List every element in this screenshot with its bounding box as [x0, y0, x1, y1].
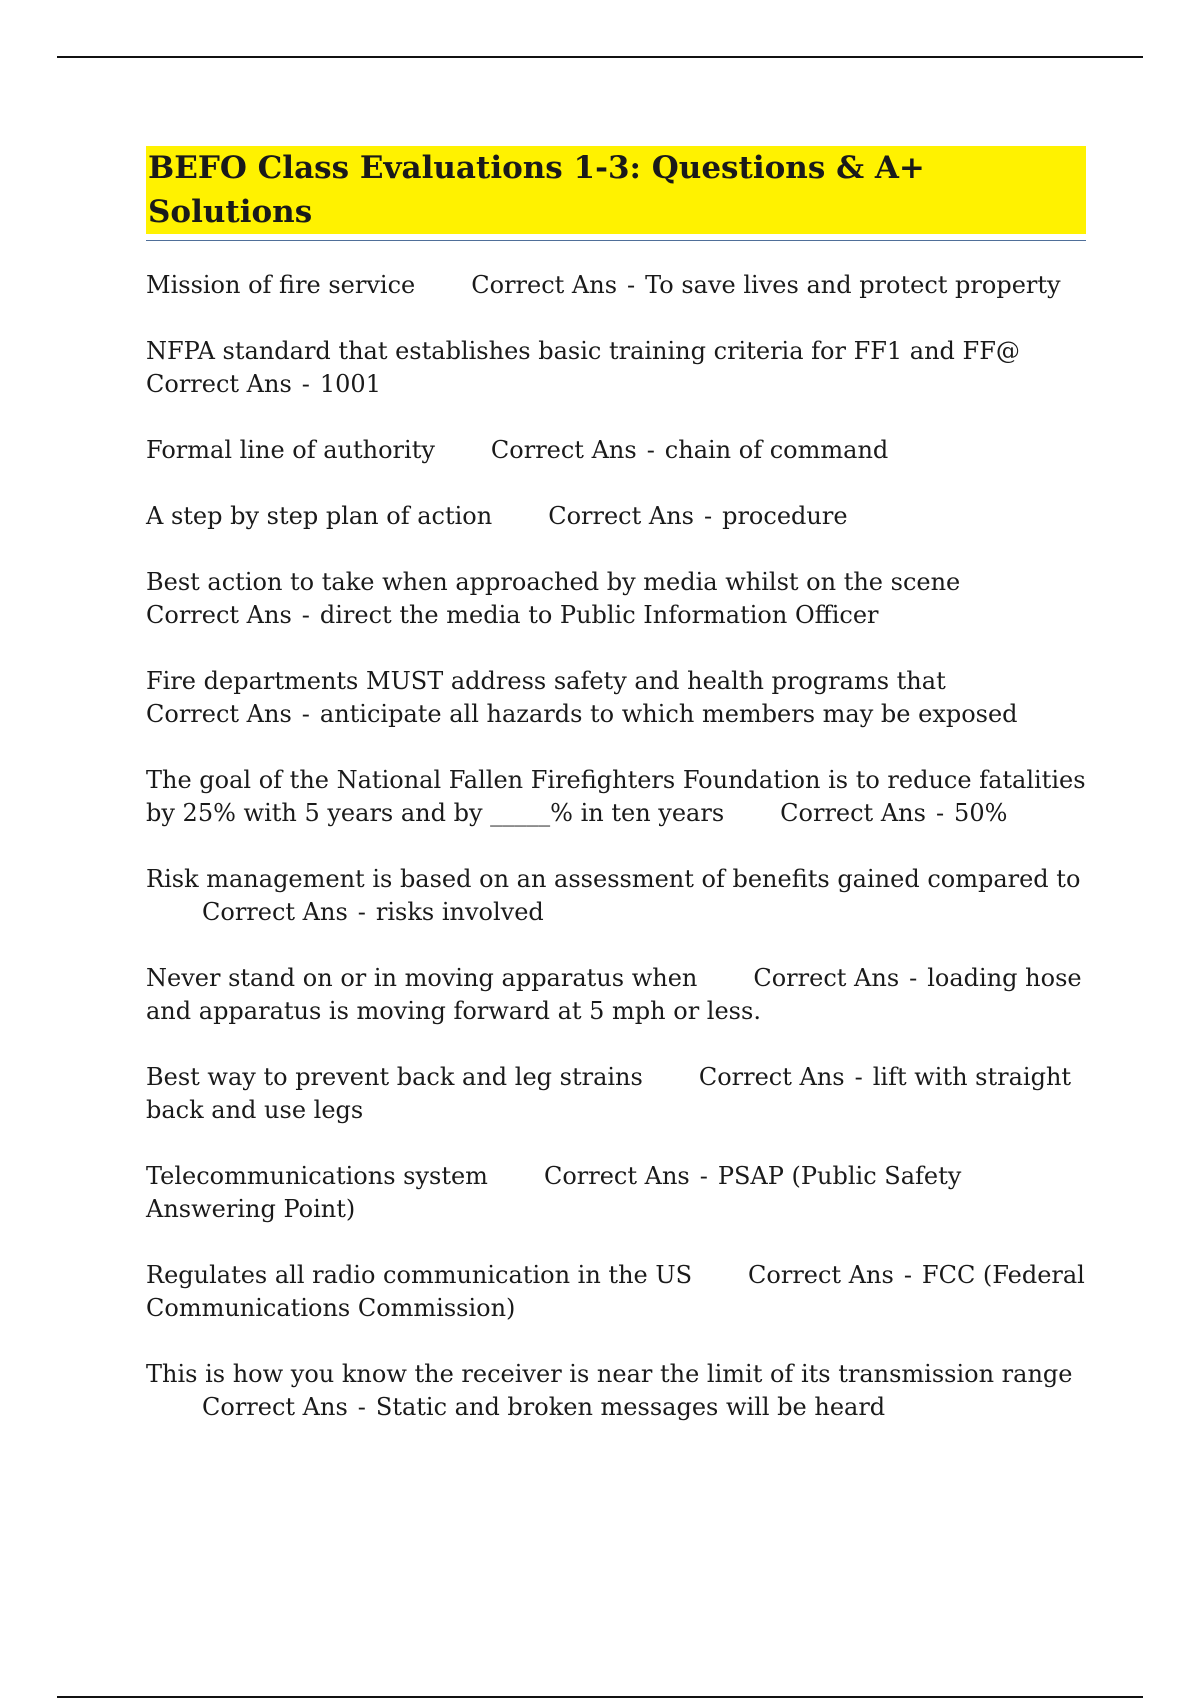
- question-text: Best way to prevent back and leg strains: [146, 1063, 643, 1091]
- document-body: [146, 146, 1086, 1457]
- answer-text: procedure: [722, 502, 848, 530]
- answer-label: Correct Ans: [471, 271, 618, 299]
- answer-text: To save lives and protect property: [645, 271, 1061, 299]
- qa-item: Mission of fire service Correct Ans - To save lives and protect property: [146, 271, 1061, 299]
- answer-text: 50%: [954, 799, 1008, 827]
- qa-item: Never stand on or in moving apparatus when Correct Ans - loading hose and apparatus is moving forward at 5 mph or less.: [146, 964, 1082, 1025]
- question-text: This is how you know the receiver is near the limit of its transmission range: [146, 1360, 1073, 1388]
- answer-text: chain of command: [664, 436, 889, 464]
- question-text: Mission of fire service: [146, 271, 416, 299]
- qa-item: Telecommunications system Correct Ans - PSAP (Public Safety Answering Point): [146, 1162, 962, 1223]
- question-text: A step by step plan of action: [146, 502, 493, 530]
- answer-label: Correct Ans: [146, 370, 292, 398]
- answer-label: Correct Ans: [490, 436, 637, 464]
- answer-text: 1001: [319, 370, 381, 398]
- question-text: Telecommunications system: [146, 1162, 488, 1190]
- answer-label: Correct Ans: [146, 700, 292, 728]
- answer-text: Static and broken messages will be heard: [375, 1393, 886, 1421]
- qa-item: The goal of the National Fallen Firefighters Foundation is to reduce fatalities by 25% with 5 years and by _____% in ten years Correct Ans - 50%: [146, 766, 1086, 827]
- answer-label: Correct Ans: [748, 1261, 894, 1289]
- qa-item: Best action to take when approached by media whilst on the sceneCorrect Ans - direct the media to Public Information Officer: [146, 568, 961, 629]
- question-text: Fire departments MUST address safety and health programs that: [146, 667, 946, 695]
- qa-item: Fire departments MUST address safety and health programs thatCorrect Ans - anticipate all hazards to which members may be exposed: [146, 667, 1018, 728]
- title-block: [146, 146, 1086, 241]
- question-text: Risk management is based on an assessment of benefits gained compared to: [146, 865, 1081, 893]
- question-text: NFPA standard that establishes basic training criteria for FF1 and FF@: [146, 337, 1020, 365]
- answer-text: anticipate all hazards to which members may be exposed: [319, 700, 1018, 728]
- page-title: BEFO Class Evaluations 1-3: Questions & A+ Solutions: [146, 146, 1086, 234]
- question-text: Regulates all radio communication in the US: [146, 1261, 693, 1289]
- answer-text: risks involved: [375, 898, 544, 926]
- question-text: Never stand on or in moving apparatus when: [146, 964, 698, 992]
- qa-item: NFPA standard that establishes basic training criteria for FF1 and FF@Correct Ans - 1001: [146, 337, 1020, 398]
- answer-label: Correct Ans: [698, 1063, 845, 1091]
- answer-label: Correct Ans: [548, 502, 694, 530]
- answer-label: Correct Ans: [780, 799, 926, 827]
- answer-label: Correct Ans: [753, 964, 900, 992]
- qa-item: A step by step plan of action Correct Ans - procedure: [146, 502, 848, 530]
- footer-rule: [57, 1696, 1143, 1698]
- question-text: Best action to take when approached by media whilst on the scene: [146, 568, 961, 596]
- header-rule: [57, 56, 1143, 58]
- answer-text: loading hose and apparatus is moving forward at 5 mph or less.: [146, 964, 1082, 1025]
- qa-item: Best way to prevent back and leg strains Correct Ans - lift with straight back and use legs: [146, 1063, 1072, 1124]
- answer-label: Correct Ans: [146, 601, 292, 629]
- qa-item: Regulates all radio communication in the US Correct Ans - FCC (Federal Communications Commission): [146, 1261, 1085, 1322]
- answer-text: lift with straight back and use legs: [146, 1063, 1072, 1124]
- answer-label: Correct Ans: [202, 898, 348, 926]
- question-text: Formal line of authority: [146, 436, 435, 464]
- answer-label: Correct Ans: [202, 1393, 348, 1421]
- answer-text: PSAP (Public Safety Answering Point): [146, 1162, 962, 1223]
- answer-text: FCC (Federal Communications Commission): [146, 1261, 1085, 1322]
- answer-label: Correct Ans: [543, 1162, 690, 1190]
- question-text: The goal of the National Fallen Firefighters Foundation is to reduce fatalities by 25% with 5 years and by _____% in ten years: [146, 766, 1086, 827]
- qa-item: Formal line of authority Correct Ans - chain of command: [146, 436, 889, 464]
- qa-item: This is how you know the receiver is near the limit of its transmission rangeCorrect Ans - Static and broken messages will be heard: [146, 1360, 1073, 1421]
- answer-text: direct the media to Public Information Officer: [319, 601, 879, 629]
- qa-item: Risk management is based on an assessment of benefits gained compared toCorrect Ans - risks involved: [146, 865, 1081, 926]
